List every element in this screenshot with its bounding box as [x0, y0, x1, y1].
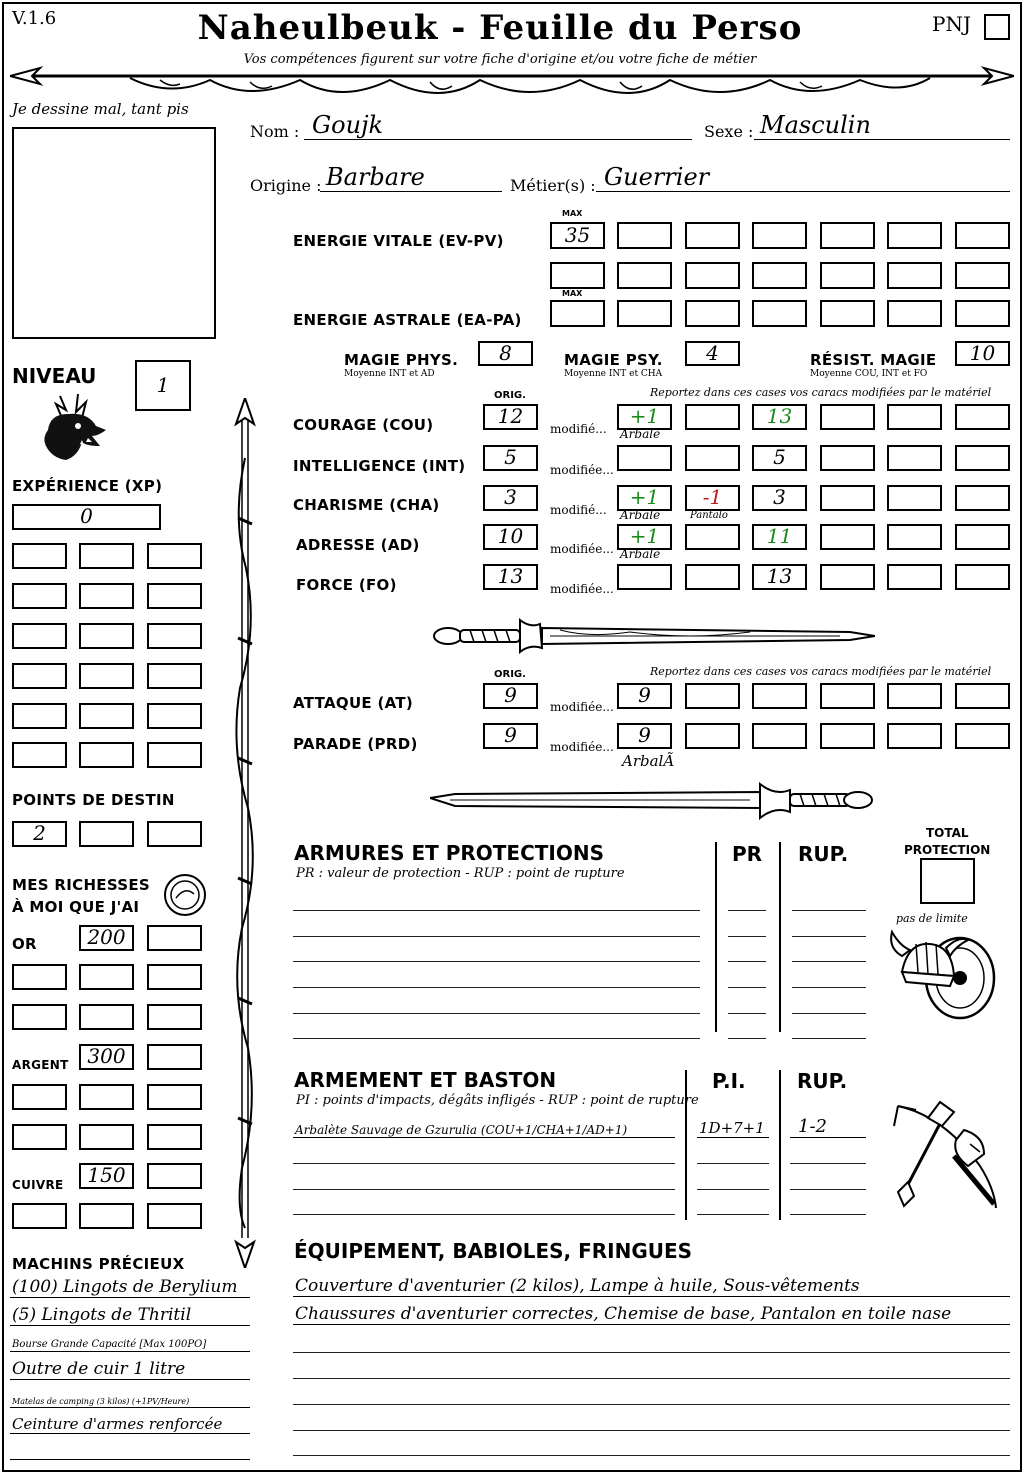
money-box[interactable] — [147, 1004, 202, 1030]
machins-item: Ceinture d'armes renforcée — [12, 1415, 223, 1433]
courage-mod-box[interactable] — [820, 404, 875, 430]
courage-mod3-value: 13 — [766, 403, 793, 428]
parade-mod1-note: ArbalÃ — [622, 752, 675, 770]
machins-line[interactable] — [10, 1438, 250, 1460]
armement-title: ARMEMENT ET BASTON — [294, 1068, 557, 1092]
portrait-box[interactable] — [12, 127, 216, 339]
machins-label: MACHINS PRÉCIEUX — [12, 1255, 185, 1273]
dragon-head-icon — [38, 390, 108, 464]
intelligence-orig-box[interactable] — [483, 445, 538, 471]
page-title: Naheulbeuk - Feuille du Perso — [197, 8, 803, 48]
argent-box[interactable] — [79, 1044, 134, 1070]
attaque-modif-label: modifiée... — [550, 700, 614, 714]
equipement-line-2: Chaussures d'aventurier correctes, Chemise de base, Pantalon en toile nase — [295, 1304, 952, 1324]
charisme-modif-label: modifié... — [550, 503, 607, 517]
xp-grid-box[interactable] — [79, 623, 134, 649]
courage-mod-box[interactable] — [887, 404, 942, 430]
armure-pr-line[interactable] — [728, 987, 766, 988]
ev-max-box[interactable] — [550, 222, 605, 249]
money-box[interactable] — [12, 1203, 67, 1229]
parade-orig-box[interactable] — [483, 723, 538, 749]
force-mod2-box[interactable] — [685, 564, 740, 590]
armement-pi-label: P.I. — [712, 1069, 746, 1093]
ev-box[interactable] — [617, 262, 672, 289]
charisme-mod3-value: 3 — [773, 484, 786, 509]
weapon-pi-line[interactable] — [697, 1189, 769, 1190]
xp-grid-box[interactable] — [79, 543, 134, 569]
adresse-mod3-box[interactable] — [752, 524, 807, 550]
intelligence-label: INTELLIGENCE (INT) — [293, 457, 466, 475]
ev-box[interactable] — [617, 222, 672, 249]
charisme-orig-value: 3 — [504, 484, 517, 509]
money-box[interactable] — [147, 1203, 202, 1229]
money-box[interactable] — [79, 964, 134, 990]
weapon-line[interactable] — [293, 1189, 675, 1190]
xp-grid-box[interactable] — [79, 663, 134, 689]
cuivre-label: CUIVRE — [12, 1178, 64, 1192]
weapon-pi: 1D+7+1 — [699, 1119, 765, 1137]
intelligence-mod-box[interactable] — [820, 445, 875, 471]
xp-box[interactable] — [12, 504, 161, 530]
force-mod1-box[interactable] — [617, 564, 672, 590]
parade-mod1-value: 9 — [638, 722, 651, 747]
armure-rup-line[interactable] — [792, 987, 866, 988]
force-mod-box[interactable] — [955, 564, 1010, 590]
ev-max-value: 35 — [564, 222, 591, 247]
money-box[interactable] — [79, 1084, 134, 1110]
magie-phys-label: MAGIE PHYS. — [344, 351, 459, 369]
intelligence-mod-box[interactable] — [887, 445, 942, 471]
helmet-shield-icon — [888, 928, 1000, 1024]
magie-psy-note: Moyenne INT et CHA — [564, 369, 663, 379]
xp-grid-box[interactable] — [147, 663, 202, 689]
armure-line[interactable] — [293, 987, 700, 988]
money-box[interactable] — [147, 1124, 202, 1150]
armures-rup-label: RUP. — [798, 842, 849, 866]
machins-line[interactable] — [10, 1332, 250, 1352]
charisme-mod3-box[interactable] — [752, 485, 807, 511]
parade-mod-box[interactable] — [752, 723, 807, 749]
force-mod-box[interactable] — [820, 564, 875, 590]
attaque-mod-box[interactable] — [820, 683, 875, 709]
armures-title: ARMURES ET PROTECTIONS — [294, 841, 604, 865]
xp-grid-box[interactable] — [147, 543, 202, 569]
ev-label: ENERGIE VITALE (EV-PV) — [293, 232, 504, 250]
adresse-mod-box[interactable] — [820, 524, 875, 550]
page-subtitle: Vos compétences figurent sur votre fiche d'origine et/ou votre fiche de métier — [243, 52, 757, 67]
machins-line[interactable] — [10, 1304, 250, 1326]
ev-box[interactable] — [752, 262, 807, 289]
intelligence-orig-value: 5 — [504, 444, 517, 469]
courage-mod1-value: +1 — [629, 403, 660, 428]
attaque-orig-value: 9 — [504, 682, 517, 707]
parade-label: PARADE (PRD) — [293, 735, 418, 753]
attaque-mod-box[interactable] — [752, 683, 807, 709]
adresse-label: ADRESSE (AD) — [296, 536, 420, 554]
adresse-mod3-value: 11 — [766, 523, 793, 548]
armement-subtitle: PI : points d'impacts, dégâts infligés - RUP : point de rupture — [296, 1093, 699, 1108]
equipement-line[interactable] — [293, 1455, 1010, 1456]
attaque-label: ATTAQUE (AT) — [293, 694, 414, 712]
courage-mod-box[interactable] — [955, 404, 1010, 430]
xp-grid-box[interactable] — [12, 703, 67, 729]
destin-box[interactable] — [147, 821, 202, 847]
ev-box[interactable] — [685, 222, 740, 249]
ea-box[interactable] — [752, 300, 807, 327]
xp-label: EXPÉRIENCE (XP) — [12, 477, 163, 495]
money-box[interactable] — [12, 964, 67, 990]
armure-line[interactable] — [293, 910, 700, 911]
origine-field[interactable] — [320, 163, 502, 192]
nom-field[interactable] — [304, 111, 692, 140]
cuivre-box[interactable] — [79, 1163, 134, 1189]
charisme-mod1-note: Arbalè — [620, 508, 661, 522]
nom-label: Nom : — [250, 122, 300, 141]
xp-grid-box[interactable] — [12, 583, 67, 609]
intelligence-modif-label: modifiée... — [550, 463, 614, 477]
weapon-pi-line[interactable] — [697, 1116, 769, 1138]
niveau-value: 1 — [156, 372, 170, 397]
charisme-mod2-value: -1 — [702, 484, 723, 509]
equipement-line-1: Couverture d'aventurier (2 kilos), Lampe à huile, Sous-vêtements — [295, 1276, 860, 1296]
machins-line[interactable] — [10, 1412, 250, 1434]
resist-magie-note: Moyenne COU, INT et FO — [810, 369, 928, 379]
force-modif-label: modifiée... — [550, 582, 614, 596]
cuivre-box[interactable] — [147, 1163, 202, 1189]
money-box[interactable] — [12, 1004, 67, 1030]
adresse-orig-value: 10 — [497, 523, 524, 548]
courage-label: COURAGE (COU) — [293, 416, 434, 434]
armement-rup-label: RUP. — [797, 1069, 848, 1093]
ev-box[interactable] — [955, 222, 1010, 249]
argent-label: ARGENT — [12, 1058, 69, 1072]
magie-psy-label: MAGIE PSY. — [564, 351, 663, 369]
charisme-mod-box[interactable] — [820, 485, 875, 511]
ev-box[interactable] — [752, 222, 807, 249]
courage-orig-box[interactable] — [483, 404, 538, 430]
total-protection-box[interactable] — [920, 858, 975, 904]
armure-rup-line[interactable] — [792, 1038, 866, 1039]
money-box[interactable] — [79, 1004, 134, 1030]
weapon-rup-line[interactable] — [790, 1189, 866, 1190]
attaque-mod1-box[interactable] — [617, 683, 672, 709]
ev-box[interactable] — [820, 222, 875, 249]
combat-orig-label: ORIG. — [494, 669, 526, 680]
resist-magie-label: RÉSIST. MAGIE — [810, 351, 937, 369]
richesses-label-1: MES RICHESSES — [12, 876, 151, 894]
xp-value: 0 — [80, 503, 93, 528]
armures-divider — [779, 842, 781, 1032]
ea-box[interactable] — [887, 300, 942, 327]
pnj-label: PNJ — [932, 12, 971, 36]
courage-orig-value: 12 — [497, 403, 524, 428]
sword-icon — [430, 610, 875, 658]
charisme-mod1-value: +1 — [629, 484, 660, 509]
weapon-rup-line[interactable] — [790, 1214, 866, 1215]
force-orig-value: 13 — [497, 563, 524, 588]
xp-grid-box[interactable] — [12, 623, 67, 649]
weapon-line[interactable] — [293, 1163, 675, 1164]
equipement-line[interactable] — [293, 1275, 1010, 1297]
armure-rup-line[interactable] — [792, 910, 866, 911]
weapon-pi-line[interactable] — [697, 1163, 769, 1164]
equipement-line[interactable] — [293, 1430, 1010, 1431]
armement-divider — [685, 1070, 687, 1220]
parade-mod-box[interactable] — [887, 723, 942, 749]
weapon-rup-line[interactable] — [790, 1116, 866, 1138]
ev-box[interactable] — [550, 262, 605, 289]
armure-line[interactable] — [293, 961, 700, 962]
xp-grid-box[interactable] — [12, 742, 67, 768]
armure-pr-line[interactable] — [728, 1013, 766, 1014]
crossed-weapons-icon — [884, 1096, 1010, 1216]
money-box[interactable] — [12, 1084, 67, 1110]
intelligence-mod3-value: 5 — [773, 444, 786, 469]
sexe-value: Masculin — [760, 111, 871, 139]
parade-mod-box[interactable] — [820, 723, 875, 749]
ev-box[interactable] — [685, 262, 740, 289]
ea-box[interactable] — [820, 300, 875, 327]
weapon-name: Arbalète Sauvage de Gzurulia (COU+1/CHA+1/AD+1) — [295, 1123, 628, 1137]
pnj-checkbox[interactable] — [984, 14, 1010, 40]
magie-psy-value: 4 — [706, 340, 719, 365]
intelligence-mod1-box[interactable] — [617, 445, 672, 471]
destin-box[interactable] — [79, 821, 134, 847]
courage-mod2-box[interactable] — [685, 404, 740, 430]
destin-label: POINTS DE DESTIN — [12, 791, 175, 809]
sword-icon — [430, 776, 875, 824]
force-label: FORCE (FO) — [296, 576, 397, 594]
armure-line[interactable] — [293, 1013, 700, 1014]
or-label: OR — [12, 935, 37, 953]
magie-phys-box[interactable] — [478, 341, 533, 366]
magie-phys-note: Moyenne INT et AD — [344, 369, 435, 379]
ea-box[interactable] — [617, 300, 672, 327]
xp-grid-box[interactable] — [79, 742, 134, 768]
intelligence-mod2-box[interactable] — [685, 445, 740, 471]
weapon-pi-line[interactable] — [697, 1214, 769, 1215]
caracs-orig-label: ORIG. — [494, 390, 526, 401]
adresse-mod1-value: +1 — [629, 523, 660, 548]
equipement-line[interactable] — [293, 1378, 1010, 1379]
machins-item: (5) Lingots de Thritil — [12, 1305, 192, 1325]
attaque-orig-box[interactable] — [483, 683, 538, 709]
xp-grid-box[interactable] — [12, 543, 67, 569]
weapon-rup-line[interactable] — [790, 1163, 866, 1164]
intelligence-mod3-box[interactable] — [752, 445, 807, 471]
charisme-mod2-box[interactable] — [685, 485, 740, 511]
total-protection-note: pas de limite — [896, 912, 968, 925]
money-box[interactable] — [147, 1084, 202, 1110]
ev-box[interactable] — [955, 262, 1010, 289]
ev-max-label: MAX — [562, 209, 583, 218]
force-mod3-box[interactable] — [752, 564, 807, 590]
force-mod-box[interactable] — [887, 564, 942, 590]
money-box[interactable] — [79, 1124, 134, 1150]
magie-psy-box[interactable] — [685, 341, 740, 366]
adresse-mod1-note: Arbalè — [620, 547, 661, 561]
destin-value: 2 — [33, 820, 46, 845]
ev-box[interactable] — [887, 262, 942, 289]
ea-box[interactable] — [955, 300, 1010, 327]
money-box[interactable] — [79, 1203, 134, 1229]
courage-mod1-note: Arbalè — [620, 427, 661, 441]
ea-label: ENERGIE ASTRALE (EA-PA) — [293, 311, 522, 329]
machins-item: Bourse Grande Capacité [Max 100PO] — [12, 1339, 207, 1350]
or-box[interactable] — [147, 925, 202, 951]
ev-box[interactable] — [887, 222, 942, 249]
origine-value: Barbare — [326, 163, 425, 191]
equipement-line[interactable] — [293, 1404, 1010, 1405]
armement-divider — [779, 1070, 781, 1220]
machins-item: Outre de cuir 1 litre — [12, 1359, 186, 1379]
total-protection-label-2: PROTECTION — [904, 843, 991, 857]
xp-grid-box[interactable] — [79, 703, 134, 729]
armure-rup-line[interactable] — [792, 961, 866, 962]
armures-subtitle: PR : valeur de protection - RUP : point de rupture — [296, 866, 625, 881]
armure-rup-line[interactable] — [792, 1013, 866, 1014]
machins-item: (100) Lingots de Berylium — [12, 1277, 238, 1297]
attaque-mod-box[interactable] — [685, 683, 740, 709]
richesses-label-2: À MOI QUE J'AI — [12, 898, 140, 916]
ea-max-label: MAX — [562, 289, 583, 298]
or-box[interactable] — [79, 925, 134, 951]
charisme-mod-box[interactable] — [955, 485, 1010, 511]
magie-phys-value: 8 — [499, 340, 512, 365]
armures-divider — [715, 842, 717, 1032]
xp-grid-box[interactable] — [147, 623, 202, 649]
adresse-mod2-box[interactable] — [685, 524, 740, 550]
ea-max-box[interactable] — [550, 300, 605, 327]
niveau-label: NIVEAU — [12, 364, 97, 388]
metier-field[interactable] — [596, 163, 1010, 192]
equipement-line[interactable] — [293, 1303, 1010, 1325]
machins-line[interactable] — [10, 1358, 250, 1380]
nom-value: Goujk — [312, 111, 384, 139]
charisme-mod-box[interactable] — [887, 485, 942, 511]
weapon-line[interactable] — [293, 1214, 675, 1215]
parade-mod-box[interactable] — [685, 723, 740, 749]
sexe-label: Sexe : — [704, 122, 754, 141]
total-protection-label-1: TOTAL — [926, 826, 969, 840]
machins-line[interactable] — [10, 1276, 250, 1298]
metier-label: Métier(s) : — [510, 176, 596, 195]
combat-report-note: Reportez dans ces cases vos caracs modifiées par le matériel — [650, 665, 992, 678]
armure-pr-line[interactable] — [728, 936, 766, 937]
ea-box[interactable] — [685, 300, 740, 327]
parade-modif-label: modifiée... — [550, 740, 614, 754]
courage-mod3-box[interactable] — [752, 404, 807, 430]
charisme-orig-box[interactable] — [483, 485, 538, 511]
parade-mod1-box[interactable] — [617, 723, 672, 749]
adresse-mod-box[interactable] — [955, 524, 1010, 550]
force-orig-box[interactable] — [483, 564, 538, 590]
parade-mod-box[interactable] — [955, 723, 1010, 749]
attaque-mod-box[interactable] — [887, 683, 942, 709]
machins-line[interactable] — [10, 1388, 250, 1408]
weapon-line[interactable] — [293, 1116, 675, 1138]
version-label: V.1.6 — [12, 8, 57, 29]
money-box[interactable] — [12, 1124, 67, 1150]
xp-grid-box[interactable] — [79, 583, 134, 609]
destin-box[interactable] — [12, 821, 67, 847]
armures-pr-label: PR — [732, 842, 763, 866]
armure-pr-line[interactable] — [728, 961, 766, 962]
xp-grid-box[interactable] — [12, 663, 67, 689]
argent-box[interactable] — [147, 1044, 202, 1070]
intelligence-mod-box[interactable] — [955, 445, 1010, 471]
force-mod3-value: 13 — [766, 563, 793, 588]
armure-line[interactable] — [293, 936, 700, 937]
armure-rup-line[interactable] — [792, 936, 866, 937]
or-value: 200 — [87, 924, 126, 949]
weapon-rup: 1-2 — [798, 1116, 827, 1137]
attaque-mod-box[interactable] — [955, 683, 1010, 709]
equipement-line[interactable] — [293, 1352, 1010, 1353]
ev-box[interactable] — [820, 262, 875, 289]
caracs-report-note: Reportez dans ces cases vos caracs modifiées par le matériel — [650, 386, 992, 399]
portrait-caption: Je dessine mal, tant pis — [12, 100, 189, 118]
charisme-mod2-note: Pantalo — [690, 510, 728, 521]
resist-magie-box[interactable] — [955, 341, 1010, 366]
metier-value: Guerrier — [604, 163, 710, 191]
adresse-modif-label: modifiée... — [550, 542, 614, 556]
xp-grid-box[interactable] — [147, 583, 202, 609]
niveau-box[interactable] — [135, 360, 191, 411]
origine-label: Origine : — [250, 176, 322, 195]
money-box[interactable] — [147, 964, 202, 990]
argent-value: 300 — [87, 1043, 126, 1068]
adresse-orig-box[interactable] — [483, 524, 538, 550]
machins-item: Matelas de camping (3 kilos) (+1PV/Heure) — [12, 1397, 190, 1406]
charisme-label: CHARISME (CHA) — [293, 496, 440, 514]
sexe-field[interactable] — [754, 111, 1010, 140]
armure-pr-line[interactable] — [728, 1038, 766, 1039]
spear-icon — [228, 398, 262, 1268]
resist-magie-value: 10 — [969, 340, 996, 365]
cuivre-value: 150 — [87, 1162, 126, 1187]
attaque-mod1-value: 9 — [638, 682, 651, 707]
adresse-mod-box[interactable] — [887, 524, 942, 550]
armure-line[interactable] — [293, 1038, 700, 1039]
parade-orig-value: 9 — [504, 722, 517, 747]
courage-modif-label: modifié... — [550, 422, 607, 436]
coin-icon — [162, 872, 208, 918]
xp-grid-box[interactable] — [147, 703, 202, 729]
xp-grid-box[interactable] — [147, 742, 202, 768]
equipement-title: ÉQUIPEMENT, BABIOLES, FRINGUES — [294, 1239, 693, 1263]
armure-pr-line[interactable] — [728, 910, 766, 911]
